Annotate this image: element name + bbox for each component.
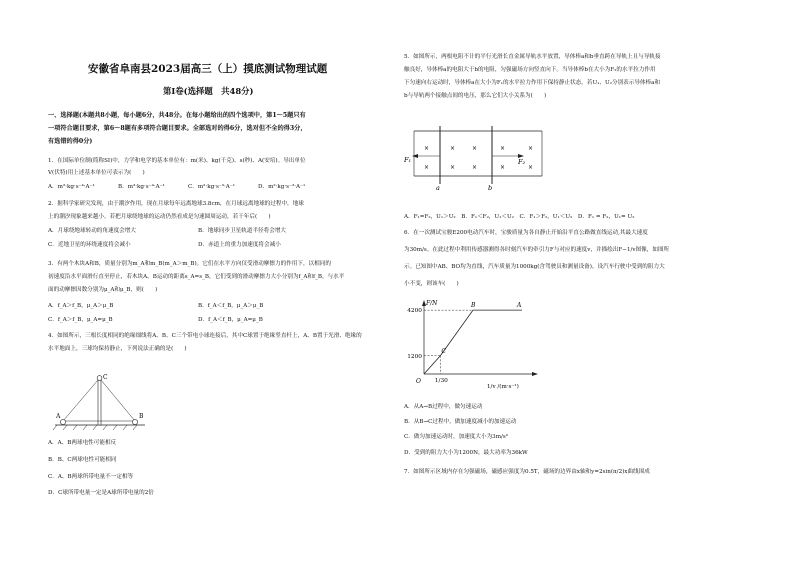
q5-stem-2: 触良好，导体棒a的电阻大于b的电阻，匀强磁场方向竖直向下。当导体棒b在大小为F₂的水平拉力作用 (404, 67, 656, 73)
field-mark: × (528, 164, 534, 171)
q6-axes (422, 300, 538, 376)
q5-label-f2: F₂ (518, 158, 526, 166)
q4-insulating-rod (98, 380, 101, 425)
q2-option-b: B．地球同步卫星轨道半径将会增大 (198, 228, 287, 234)
q5-field-region (414, 131, 542, 176)
field-mark: × (500, 145, 506, 152)
q5-label-a: a (436, 184, 440, 192)
q4-label-a: A (56, 413, 61, 420)
q1-option-a: A．m²·kg·s⁻⁴·A⁻¹ (48, 184, 95, 190)
q4-thread-ca (63, 380, 98, 421)
q6-point-b-label: B (471, 302, 476, 310)
q4-thread-cb (101, 380, 135, 421)
q4-ball-c (97, 376, 102, 381)
q3-stem-3: 面的动摩擦因数分别为μ_A和μ_B，则( ) (48, 287, 158, 293)
q1-stem-2: V(伏特)用上述基本单位可表示为( ) (48, 170, 145, 176)
q6-option-b: B．从B→C过程中，做加速度减小的加速运动 (404, 419, 517, 425)
q4-stem-1: 4．如图所示，三根长度相同的绝缘细线将A、B、C三个带电小球连接后，其中C球置于绝缘竖直杆上，A、B置于光滑、绝缘的 (48, 333, 362, 339)
q1-option-b: B．m³·kg·s⁻⁴·A⁻¹ (118, 184, 165, 190)
field-mark: × (450, 164, 456, 171)
q4-label-c: C (103, 374, 108, 381)
q3-option-d: D．f_A＜f_B，μ_A=μ_B (198, 317, 263, 323)
field-mark: × (500, 164, 506, 171)
q2-option-d: D．赤道上的重力加速度将会减小 (198, 242, 281, 248)
q1-option-d: D．m²·kg·s⁻³·A⁻¹ (258, 184, 306, 190)
q4-option-b: B．B、C两球电性可能相同 (48, 457, 117, 463)
q6-x-tick-1-30: 1/30 (434, 378, 448, 384)
q2-option-c: C．近地卫星的环绕速度将会减小 (48, 242, 131, 248)
q4-option-d: D．C球所带电量一定是A球所带电量的2倍 (48, 490, 154, 496)
q5-options: A．F₁=F₂，U₁＞U₂ B．F₁＜F₂，U₁＜U₂ C．F₁＞F₂，U₁＜U₂ D．F₁ = F₂，U₁= U₂ (404, 214, 635, 220)
q4-figure (53, 370, 193, 432)
q6-x-axis-label: 1/v /(m·s⁻¹) (487, 384, 519, 390)
q5-rails (414, 131, 542, 176)
q4-option-c: C．A、B两球所带电量不一定相等 (48, 474, 134, 480)
q4-ball-a (60, 419, 65, 424)
field-mark: × (472, 164, 478, 171)
q6-stem-2: 为30m/s。在此过程中利用传感器测得各时刻汽车的牵引力F与对应的速度v，并描绘出F−1/v图像，如图所 (404, 247, 670, 253)
q4-option-a: A．A、B两球电性可能相反 (48, 440, 117, 446)
q5-force-f1-head (412, 154, 418, 158)
q6-y-tick-1200: 1200 (407, 353, 422, 360)
q7-stem-1: 7．如图所示区域内存在匀强磁场，磁感应强度为0.5T，磁场的边界由x轴和y=2sin(π/2)x曲线围成 (404, 469, 650, 475)
q6-stem-4: 小不变，则该车( ) (404, 281, 459, 287)
q2-stem-1: 2．据科学家研究发现，由于潮汐作用，现在月球每年远离地球3.8cm，在月球远离地球的过程中，地球 (48, 201, 304, 207)
q5-stem-4: b与导轨两个接触点间的电压，那么它们大小关系为( ) (404, 93, 547, 99)
q1-option-c: C．m²·kg·s⁻³·A⁻¹ (188, 184, 236, 190)
section-instruction-1: 一、选择题(本题共8小题，每小题6分，共48分。在每小题给出的四个选项中，第1～5题只有 (48, 112, 306, 119)
q4-ball-b (132, 419, 137, 424)
q6-option-d: D．受到的阻力大小为1200N，最大功率为36kW (404, 450, 528, 456)
q5-figure (404, 126, 554, 192)
q5-stem-1: 5．如图所示，两根电阻不计的平行光滑长直金属导轨水平放置，导体棒a和b垂直跨在导轨上且与导轨接 (404, 54, 661, 60)
q6-point-a-label: A (517, 302, 522, 310)
q4-label-b: B (139, 413, 144, 420)
q5-label-f1: F₁ (404, 156, 412, 164)
field-mark: × (472, 145, 478, 152)
q6-f-line (424, 310, 522, 374)
q3-option-c: C．f_A＞f_B，μ_A=μ_B (48, 317, 113, 323)
q6-option-c: C．做匀加速运动时，加速度大小为3m/s² (404, 434, 509, 440)
q2-option-a: A．月球绕地球转动的角速度会增大 (48, 228, 136, 234)
q3-stem-1: 3．有两个木块A和B，质量分别为m_A和m_B(m_A＞m_B)。它们在水平方向仅受滑动摩擦力的作用下，以相同的 (48, 261, 331, 267)
q6-stem-1: 6．在一次测试宝骏E200电动汽车时，宝骏质量为各自静止开始沿平直公路做直线运动,其最大速度 (404, 230, 648, 236)
q4-ground (53, 425, 145, 430)
field-mark: × (528, 145, 534, 152)
field-mark: × (450, 145, 456, 152)
q6-option-a: A．从A→B过程中，做匀速运动 (404, 404, 483, 410)
q3-option-a: A．f_A＞f_B，μ_A＞μ_B (48, 303, 114, 309)
q1-stem-1: 1．在国际单位制(简称SI)中，力学和电学的基本单位有：m(米)、kg(千克)、s(秒)、A(安培)。导出单位 (48, 158, 306, 164)
section-instruction-2: 一项符合题目要求，第6～8题有多项符合题目要求。全部选对的得6分，选对但不全的得3分， (48, 125, 307, 132)
q6-point-c-label: C (441, 347, 446, 355)
q3-stem-2: 初速度沿水平面滑行直至停止，若木块A、B运动的距离s_A=s_B，它们受到的滑动摩擦力大小分别为f_A和f_B，与水平 (48, 274, 345, 280)
q6-stem-3: 示。已知图中AB、BO均为直线，汽车质量为1000kg(含驾驶员和测量设备)，设汽车行驶中受到的阻力大 (404, 264, 665, 270)
field-mark: × (424, 164, 430, 171)
q6-origin-label: O (416, 378, 421, 385)
section-instruction-3: 有选错的得0分) (48, 138, 93, 145)
q6-f-v-graph (404, 296, 554, 396)
q6-y-tick-4200: 4200 (407, 308, 422, 315)
field-mark: × (424, 145, 430, 152)
q5-stem-3: 下匀速向右运动时，导体棒a在大小为F₁的水平拉力作用下保持静止状态。若U₁、U₂分别表示导体棒a和 (404, 80, 661, 86)
q2-stem-2: 上的潮汐现象越来越小。若把月球绕地球的运动仍然看成是匀速圆周运动，若干年后( ) (48, 214, 271, 220)
q4-stem-2: 水平地面上，三球均保持静止，下列说法正确的是( ) (48, 346, 187, 352)
q5-label-b: b (488, 184, 493, 192)
q3-option-b: B．f_A＜f_B，μ_A＞μ_B (198, 303, 264, 309)
q6-y-axis-label: F/N (426, 300, 438, 307)
exam-title: 安徽省阜南县2023届高三（上）摸底测试物理试题 (88, 63, 328, 75)
volume-heading: 第Ⅰ卷(选择题 共48分) (163, 86, 254, 96)
